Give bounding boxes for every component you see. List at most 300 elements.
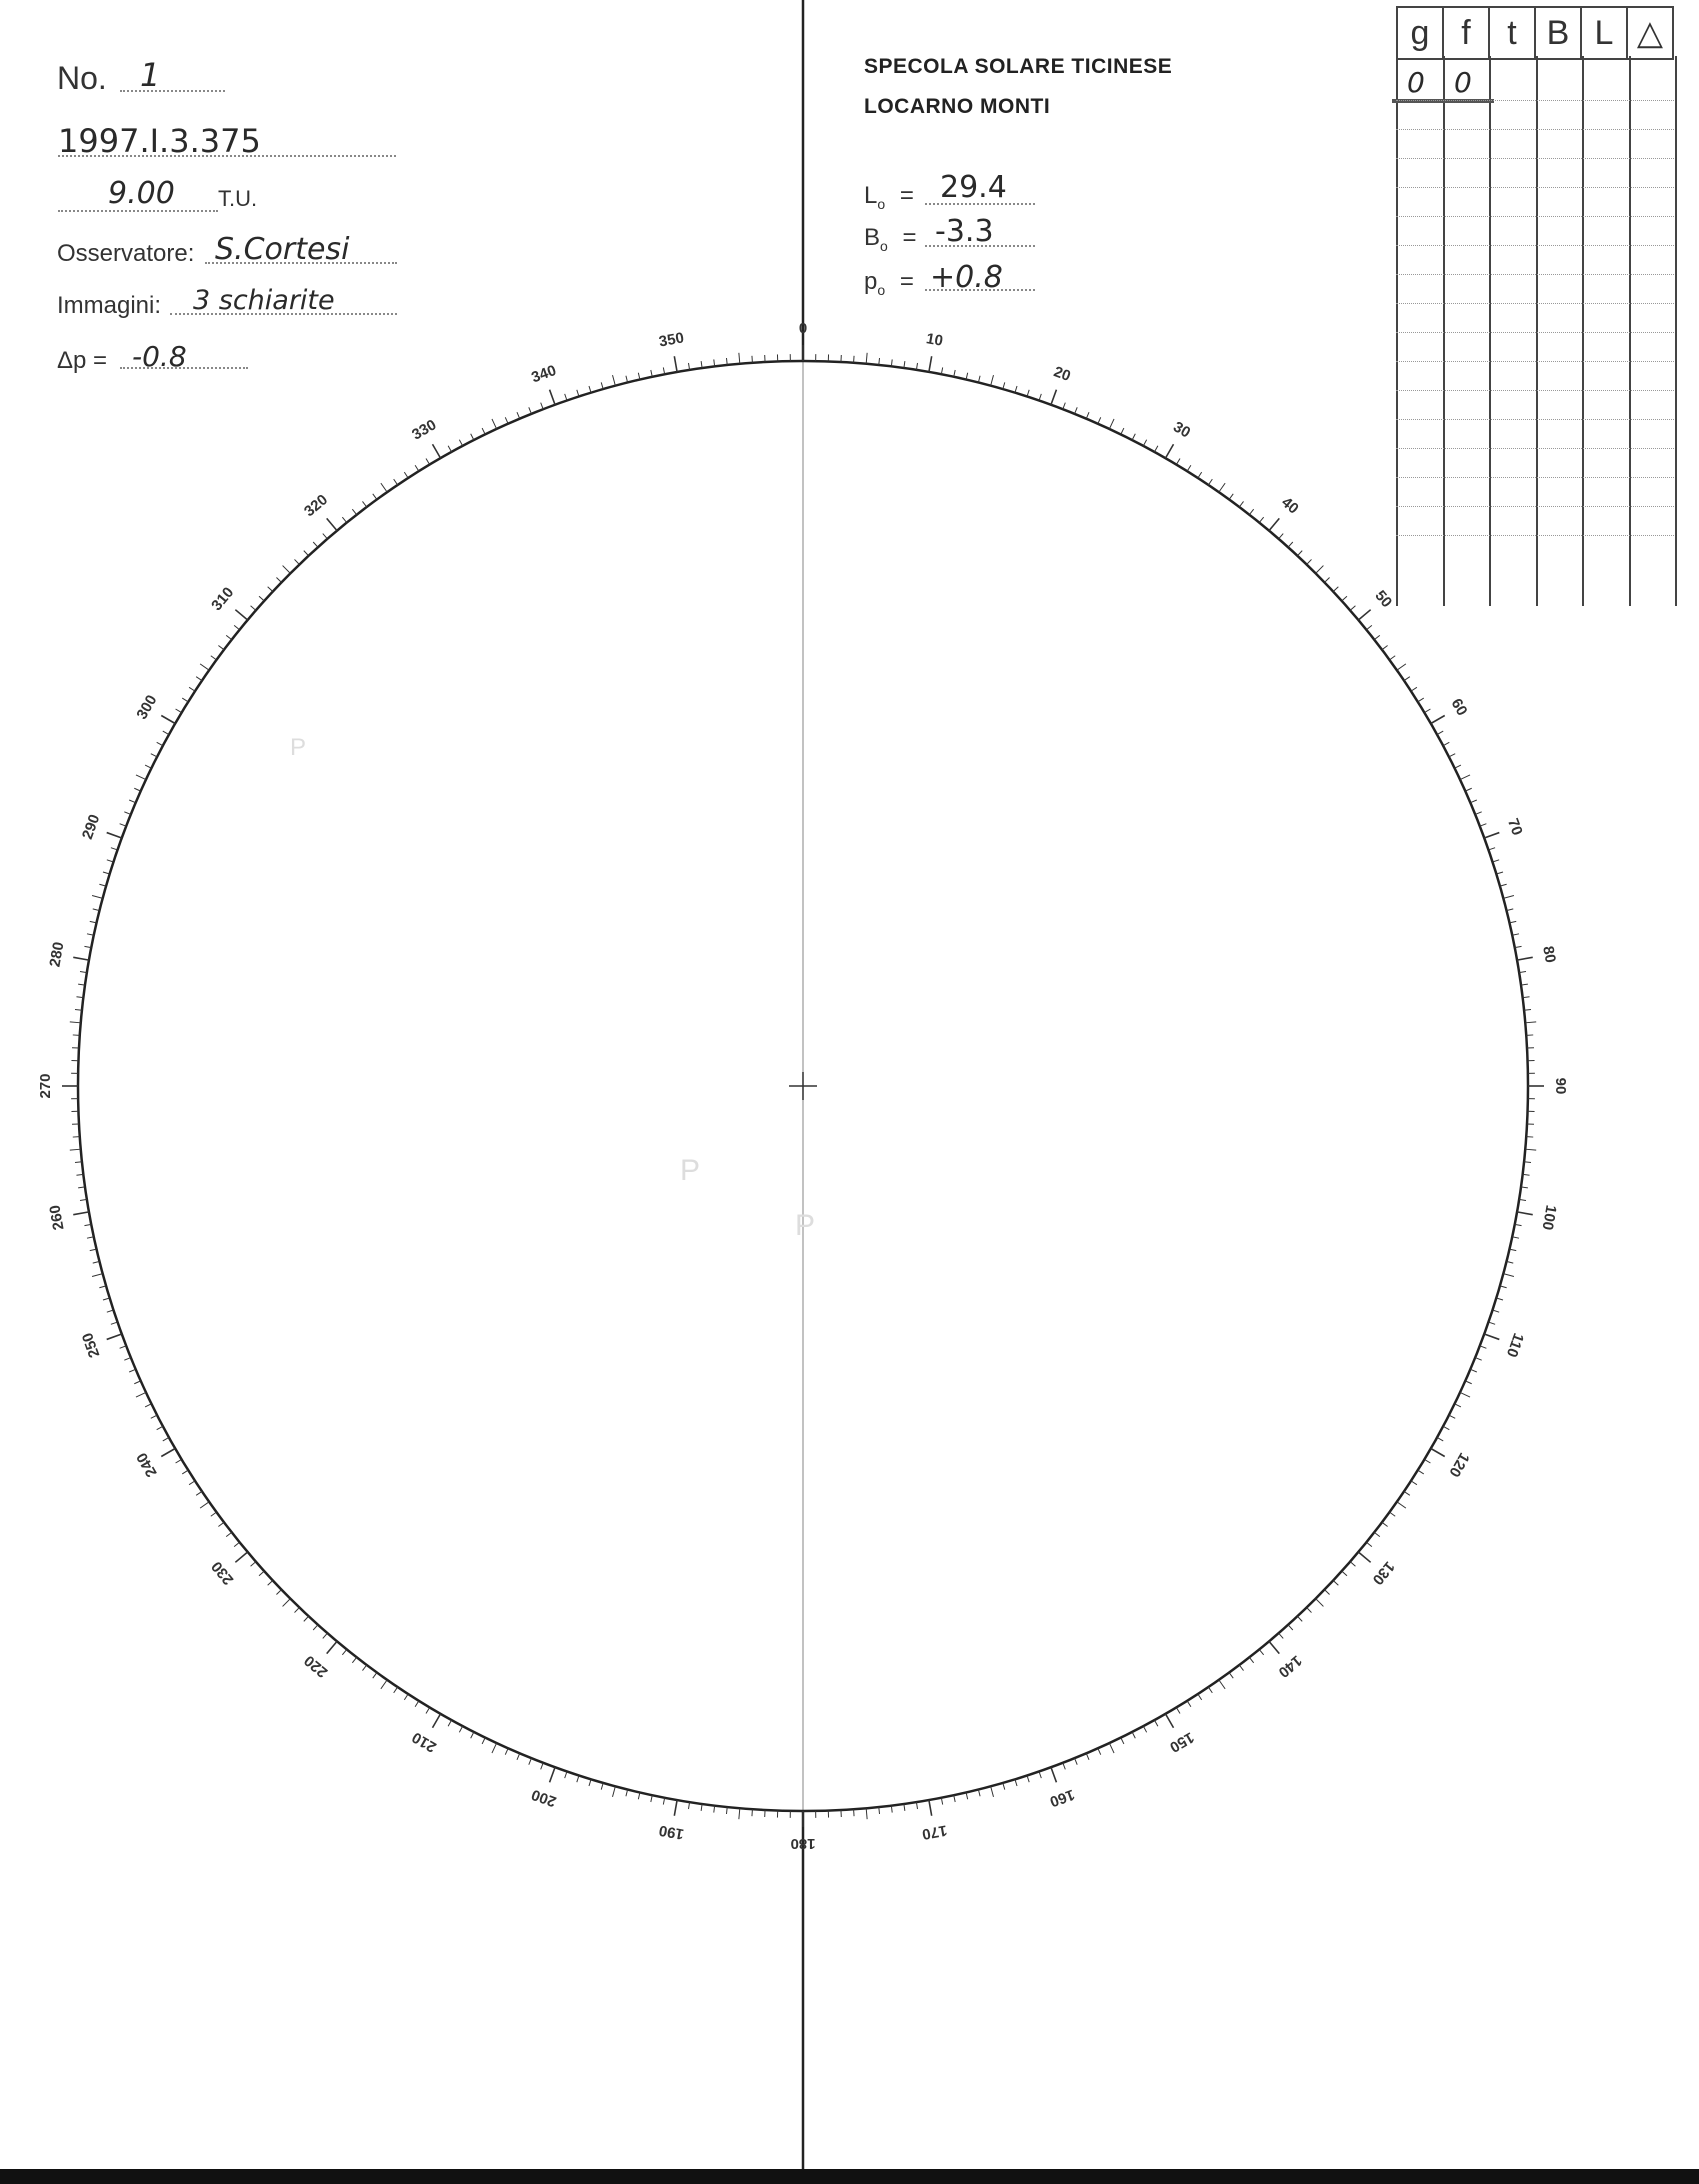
- degree-tick: [1390, 656, 1396, 660]
- institution-line-2: LOCARNO MONTI: [864, 95, 1051, 118]
- degree-tick: [373, 1673, 377, 1679]
- degree-tick: [1143, 1726, 1146, 1732]
- degree-tick: [1489, 848, 1496, 850]
- degree-tick: [70, 1022, 81, 1023]
- degree-tick: [73, 957, 89, 960]
- degree-tick: [1455, 765, 1461, 768]
- degree-tick: [1465, 788, 1471, 791]
- degree-tick: [471, 434, 474, 440]
- degree-tick: [1051, 1767, 1056, 1782]
- degree-label-210: 210: [409, 1728, 440, 1756]
- degree-label-140: 140: [1274, 1651, 1305, 1681]
- degree-tick: [459, 1726, 462, 1732]
- degree-tick: [1397, 664, 1406, 670]
- degree-tick: [651, 1795, 652, 1802]
- degree-label-330: 330: [409, 416, 440, 444]
- degree-tick: [1063, 403, 1066, 410]
- degree-tick: [674, 1800, 677, 1816]
- degree-tick: [415, 1701, 419, 1707]
- degree-tick: [433, 444, 441, 458]
- degree-tick: [283, 566, 291, 574]
- degree-tick: [1015, 1779, 1017, 1786]
- degree-tick: [929, 356, 932, 372]
- images-value: 3 schiarite: [193, 285, 335, 316]
- degree-tick: [1443, 1426, 1449, 1429]
- degree-tick: [517, 412, 520, 418]
- degree-tick: [954, 370, 955, 377]
- degree-tick: [1132, 1732, 1135, 1738]
- degree-tick: [182, 698, 188, 702]
- degree-tick: [70, 1149, 81, 1150]
- degree-tick: [577, 1776, 579, 1783]
- degree-tick: [124, 812, 130, 815]
- degree-tick: [1496, 872, 1503, 874]
- degree-tick: [295, 1608, 300, 1613]
- degree-tick: [565, 394, 567, 401]
- degree-tick: [1187, 1701, 1191, 1707]
- degree-tick: [196, 677, 202, 681]
- degree-label-120: 120: [1445, 1449, 1473, 1480]
- degree-tick: [145, 1404, 151, 1407]
- degree-tick: [1489, 1322, 1496, 1324]
- degree-tick: [651, 370, 652, 377]
- degree-tick: [163, 731, 169, 734]
- degree-tick: [1333, 1580, 1338, 1585]
- degree-tick: [991, 375, 994, 386]
- degree-tick: [1449, 1415, 1455, 1418]
- degree-label-280: 280: [46, 940, 68, 969]
- degree-tick: [251, 606, 256, 611]
- degree-tick: [304, 551, 309, 556]
- degree-tick: [352, 509, 356, 515]
- degree-tick: [1366, 625, 1371, 629]
- degree-tick: [1443, 742, 1449, 745]
- degree-tick: [1431, 716, 1445, 724]
- delta-p-value: -0.8: [132, 340, 187, 373]
- degree-tick: [1198, 472, 1202, 478]
- degree-tick: [1418, 1470, 1424, 1474]
- degree-tick: [1475, 1358, 1481, 1361]
- degree-tick: [1121, 1738, 1124, 1744]
- degree-tick: [1176, 1707, 1180, 1713]
- degree-label-20: 20: [1051, 363, 1073, 385]
- degree-label-0: 0: [798, 319, 808, 337]
- degree-tick: [1208, 479, 1212, 485]
- degree-label-230: 230: [208, 1557, 238, 1588]
- degree-label-50: 50: [1371, 587, 1396, 611]
- degree-tick: [589, 1779, 591, 1786]
- degree-tick: [1297, 1616, 1302, 1621]
- degree-tick: [120, 824, 127, 827]
- degree-tick: [1404, 1491, 1410, 1495]
- degree-tick: [1229, 1673, 1233, 1679]
- degree-tick: [129, 1369, 135, 1372]
- degree-tick: [235, 1552, 247, 1562]
- degree-tick: [1027, 1776, 1029, 1783]
- degree-tick: [1143, 440, 1146, 446]
- degree-tick: [1374, 1532, 1380, 1536]
- degree-tick: [87, 934, 94, 935]
- degree-tick: [1098, 417, 1101, 423]
- degree-tick: [404, 1694, 408, 1700]
- degree-label-10: 10: [924, 330, 945, 350]
- degree-tick: [176, 709, 182, 713]
- no-label: No.: [57, 60, 107, 96]
- degree-tick: [1219, 1680, 1225, 1689]
- degree-tick: [505, 1748, 508, 1754]
- degree-tick: [866, 353, 867, 364]
- degree-tick: [550, 390, 555, 405]
- degree-tick: [674, 356, 677, 372]
- degree-tick: [1132, 434, 1135, 440]
- degree-label-350: 350: [657, 329, 686, 351]
- degree-tick: [492, 419, 497, 429]
- degree-tick: [251, 1562, 256, 1567]
- no-value: 1: [140, 56, 161, 94]
- degree-tick: [373, 494, 377, 500]
- degree-tick: [1176, 459, 1180, 465]
- degree-label-70: 70: [1504, 816, 1526, 838]
- header-L: L: [1581, 7, 1627, 59]
- degree-tick: [1316, 1599, 1324, 1607]
- degree-tick: [1475, 812, 1481, 815]
- degree-tick: [1350, 1562, 1355, 1567]
- degree-tick: [381, 1680, 387, 1689]
- degree-tick: [394, 479, 398, 485]
- degree-tick: [1333, 587, 1338, 592]
- degree-tick: [1039, 394, 1041, 401]
- degree-tick: [163, 1437, 169, 1440]
- degree-tick: [1154, 1720, 1157, 1726]
- degree-label-80: 80: [1539, 944, 1559, 965]
- degree-tick: [268, 1580, 273, 1585]
- degree-tick: [151, 1415, 157, 1418]
- degree-tick: [211, 656, 217, 660]
- degree-tick: [1109, 1743, 1114, 1753]
- degree-tick: [107, 860, 114, 862]
- degree-tick: [1259, 1649, 1263, 1654]
- degree-tick: [426, 1707, 430, 1713]
- degree-tick: [234, 1542, 239, 1546]
- degree-tick: [218, 1522, 224, 1526]
- degree-tick: [161, 1449, 175, 1457]
- degree-tick: [157, 742, 163, 745]
- count-f-value: 0: [1454, 66, 1472, 99]
- degree-tick: [1397, 1502, 1406, 1508]
- degree-tick: [482, 428, 485, 434]
- degree-tick: [1269, 518, 1279, 530]
- degree-tick: [565, 1772, 567, 1779]
- degree-tick: [1307, 1608, 1312, 1613]
- degree-tick: [1525, 1022, 1536, 1023]
- degree-tick: [381, 483, 387, 492]
- degree-tick: [1166, 444, 1174, 458]
- faint-mark-3: P: [795, 1209, 816, 1242]
- degree-tick: [471, 1732, 474, 1738]
- degree-tick: [323, 1633, 328, 1638]
- degree-tick: [1086, 412, 1089, 418]
- header-delta: △: [1627, 7, 1673, 59]
- degree-tick: [342, 1649, 346, 1654]
- degree-tick: [73, 1212, 89, 1215]
- degree-tick: [1039, 1772, 1041, 1779]
- degree-tick: [134, 788, 140, 791]
- degree-label-40: 40: [1278, 493, 1302, 518]
- degree-tick: [1460, 775, 1470, 780]
- degree-tick: [1512, 1237, 1519, 1238]
- degree-tick: [151, 754, 157, 757]
- degree-tick: [1449, 754, 1455, 757]
- degree-tick: [1358, 610, 1370, 620]
- degree-tick: [111, 848, 118, 850]
- header-t: t: [1489, 7, 1535, 59]
- degree-label-160: 160: [1047, 1785, 1077, 1811]
- degree-tick: [1342, 596, 1347, 601]
- degree-tick: [1229, 494, 1233, 500]
- degree-tick: [327, 518, 337, 530]
- degree-label-200: 200: [529, 1785, 559, 1811]
- degree-label-260: 260: [46, 1203, 68, 1232]
- degree-label-240: 240: [133, 1449, 161, 1480]
- degree-tick: [211, 1512, 217, 1516]
- header-B: B: [1535, 7, 1581, 59]
- degree-tick: [234, 625, 239, 629]
- degree-tick: [954, 1795, 955, 1802]
- degree-tick: [1455, 1404, 1461, 1407]
- degree-label-320: 320: [301, 491, 332, 521]
- degree-tick: [577, 390, 579, 397]
- degree-tick: [200, 1502, 209, 1508]
- degree-tick: [189, 687, 195, 691]
- degree-label-290: 290: [78, 812, 104, 842]
- degree-tick: [613, 375, 616, 386]
- degree-label-150: 150: [1166, 1728, 1197, 1756]
- degree-tick: [283, 1599, 291, 1607]
- degree-tick: [1404, 677, 1410, 681]
- degree-tick: [1512, 934, 1519, 935]
- degree-tick: [1496, 1298, 1503, 1300]
- degree-tick: [1239, 1665, 1243, 1671]
- degree-tick: [313, 542, 318, 547]
- degree-tick: [124, 1358, 130, 1361]
- institution-line-1: SPECOLA SOLARE TICINESE: [864, 55, 1173, 78]
- degree-tick: [362, 501, 366, 507]
- degree-tick: [342, 517, 346, 522]
- degree-tick: [492, 1743, 497, 1753]
- degree-tick: [1269, 1641, 1279, 1653]
- degree-tick: [1098, 1748, 1101, 1754]
- degree-label-180: 180: [790, 1835, 816, 1853]
- degree-tick: [103, 872, 110, 874]
- degree-tick: [505, 417, 508, 423]
- degree-tick: [1109, 419, 1114, 429]
- observer-value: S.Cortesi: [215, 232, 350, 267]
- bottom-border: [0, 2169, 1699, 2184]
- degree-label-250: 250: [78, 1330, 104, 1360]
- faint-mark-2: P: [680, 1154, 701, 1187]
- degree-tick: [1075, 407, 1078, 413]
- degree-tick: [218, 645, 224, 649]
- degree-tick: [1437, 1437, 1443, 1440]
- degree-tick: [129, 800, 135, 803]
- degree-tick: [1431, 1449, 1445, 1457]
- degree-tick: [107, 1310, 114, 1312]
- degree-label-100: 100: [1538, 1203, 1560, 1232]
- degree-tick: [404, 472, 408, 478]
- degree-tick: [1279, 534, 1284, 539]
- degree-label-300: 300: [133, 692, 161, 723]
- degree-tick: [92, 896, 103, 899]
- degree-tick: [1063, 1763, 1066, 1770]
- degree-tick: [276, 1590, 281, 1595]
- degree-tick: [1325, 1590, 1330, 1595]
- degree-tick: [1411, 687, 1417, 691]
- degree-tick: [1187, 465, 1191, 471]
- degree-tick: [1288, 1625, 1293, 1630]
- degree-tick: [1390, 1512, 1396, 1516]
- degree-tick: [1517, 957, 1533, 960]
- B0-label: $B_o$ =: [864, 224, 917, 254]
- degree-tick: [1154, 446, 1157, 452]
- degree-tick: [866, 1808, 867, 1819]
- degree-tick: [589, 386, 591, 393]
- degree-tick: [1297, 551, 1302, 556]
- degree-tick: [517, 1753, 520, 1759]
- degree-tick: [92, 1274, 103, 1277]
- observer-label: Osservatore:: [57, 240, 195, 267]
- degree-tick: [182, 1470, 188, 1474]
- L0-label: $L_o$ =: [864, 182, 914, 212]
- degree-tick: [1288, 542, 1293, 547]
- degree-tick: [1219, 483, 1225, 492]
- degree-tick: [352, 1657, 356, 1663]
- degree-tick: [482, 1738, 485, 1744]
- degree-tick: [1465, 1381, 1471, 1384]
- degree-tick: [1259, 517, 1263, 522]
- faint-mark-1: P: [290, 734, 307, 761]
- degree-tick: [1470, 1369, 1476, 1372]
- degree-tick: [1470, 800, 1476, 803]
- degree-label-90: 90: [1552, 1077, 1570, 1095]
- degree-tick: [1480, 824, 1487, 827]
- degree-tick: [1249, 509, 1253, 515]
- degree-tick: [1350, 606, 1355, 611]
- degree-tick: [136, 775, 146, 780]
- degree-tick: [1424, 709, 1430, 713]
- degree-tick: [226, 1532, 232, 1536]
- delta-p-label: Δp =: [57, 347, 108, 374]
- degree-tick: [1342, 1571, 1347, 1576]
- degree-tick: [259, 596, 264, 601]
- degree-tick: [1358, 1552, 1370, 1562]
- count-g-value: 0: [1407, 66, 1425, 99]
- degree-tick: [433, 1714, 441, 1728]
- degree-label-110: 110: [1502, 1330, 1527, 1360]
- degree-label-340: 340: [529, 361, 559, 387]
- degree-label-130: 130: [1368, 1557, 1398, 1588]
- degree-tick: [107, 833, 122, 838]
- degree-tick: [157, 1426, 163, 1429]
- degree-tick: [1503, 1274, 1514, 1277]
- degree-tick: [268, 587, 273, 592]
- time-value: 9.00: [108, 176, 175, 211]
- degree-label-220: 220: [301, 1651, 332, 1681]
- degree-tick: [120, 1346, 127, 1349]
- degree-tick: [313, 1625, 318, 1630]
- degree-tick: [235, 610, 247, 620]
- degree-tick: [448, 446, 451, 452]
- degree-tick: [1208, 1687, 1212, 1693]
- degree-tick: [739, 1808, 740, 1819]
- degree-tick: [1437, 731, 1443, 734]
- images-label: Immagini:: [57, 292, 162, 319]
- degree-label-170: 170: [920, 1821, 949, 1843]
- degree-tick: [1249, 1657, 1253, 1663]
- degree-tick: [1166, 1714, 1174, 1728]
- degree-tick: [1484, 833, 1499, 838]
- degree-tick: [1418, 698, 1424, 702]
- degree-tick: [1517, 1212, 1533, 1215]
- degree-label-60: 60: [1447, 695, 1471, 719]
- degree-tick: [459, 440, 462, 446]
- p0-label: $p_o$ =: [864, 268, 914, 298]
- degree-tick: [550, 1767, 555, 1782]
- degree-tick: [323, 534, 328, 539]
- degree-tick: [1198, 1694, 1202, 1700]
- degree-tick: [1382, 645, 1388, 649]
- degree-tick: [541, 1763, 544, 1770]
- degree-tick: [1121, 428, 1124, 434]
- B0-value: -3.3: [935, 214, 994, 249]
- degree-tick: [1424, 1459, 1430, 1463]
- degree-label-270: 270: [36, 1073, 54, 1099]
- degree-tick: [145, 765, 151, 768]
- degree-tick: [739, 353, 740, 364]
- degree-tick: [1051, 390, 1056, 405]
- degree-tick: [415, 465, 419, 471]
- degree-tick: [134, 1381, 140, 1384]
- degree-tick: [161, 716, 175, 724]
- time-unit: T.U.: [218, 186, 258, 211]
- p0-value: +0.8: [930, 260, 1003, 295]
- degree-tick: [991, 1786, 994, 1797]
- degree-tick: [111, 1322, 118, 1324]
- degree-tick: [327, 1641, 337, 1653]
- degree-tick: [295, 559, 300, 564]
- degree-tick: [1493, 860, 1500, 862]
- degree-tick: [259, 1571, 264, 1576]
- degree-tick: [1411, 1481, 1417, 1485]
- degree-tick: [1239, 501, 1243, 507]
- degree-tick: [1307, 559, 1312, 564]
- degree-tick: [87, 1237, 94, 1238]
- header-g: g: [1397, 7, 1443, 59]
- header-f: f: [1443, 7, 1489, 59]
- degree-label-310: 310: [208, 584, 238, 615]
- degree-tick: [1086, 1753, 1089, 1759]
- degree-tick: [1279, 1633, 1284, 1638]
- degree-tick: [1374, 635, 1380, 639]
- degree-tick: [1525, 1149, 1536, 1150]
- degree-tick: [1382, 1522, 1388, 1526]
- L0-value: 29.4: [940, 170, 1007, 205]
- degree-label-30: 30: [1170, 418, 1194, 442]
- degree-tick: [1015, 386, 1017, 393]
- degree-tick: [1366, 1542, 1371, 1546]
- degree-tick: [613, 1786, 616, 1797]
- degree-tick: [362, 1665, 366, 1671]
- degree-tick: [541, 403, 544, 410]
